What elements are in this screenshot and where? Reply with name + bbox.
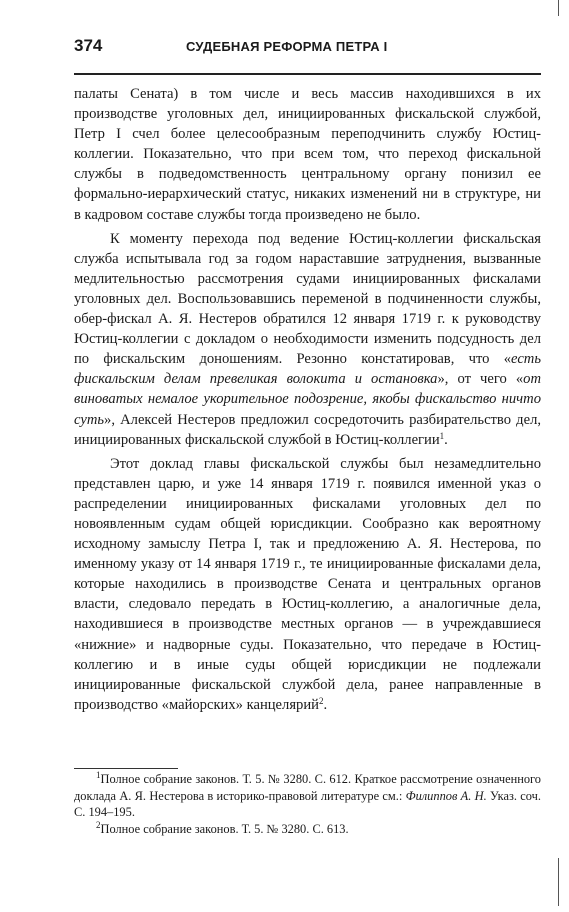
- page-header: [74, 36, 541, 60]
- quote-2: от виноватых немалое укорительное подозрение, якобы фискальство ничто суть: [74, 371, 541, 428]
- page-number: 374: [74, 36, 103, 55]
- paragraph-2-text-a: К моменту перехода под ведение Юстиц-коллегии фискальская служба испытывала год за годом нараставшие затруднения, вызванные медлительностью рассмотрения судами инициированных фискалами уголовных дел. Воспользовавшись переменой в подчиненности службы, обер-фискал А. Я. Нестеров обратился 12 января 1719 г. к руководству Юстиц-коллегии с докладом о необходимости изменить подсудность дел по фискальским доношениям. Резонно констатировав, что «: [74, 230, 541, 368]
- footnote-ref-1: 1: [439, 430, 445, 441]
- paragraph-3: [74, 454, 541, 715]
- footnote-2-text: Полное собрание законов. Т. 5. № 3280. С. 613.: [100, 821, 349, 836]
- footnote-ref-2: 2: [318, 695, 324, 706]
- paragraph-2-text-d: .: [444, 431, 448, 448]
- footnote-1-number: 1: [96, 770, 101, 780]
- footnote-2-number: 2: [96, 819, 101, 830]
- scan-edge-mark-bottom: [558, 858, 559, 906]
- paragraph-2: [74, 229, 541, 450]
- paragraph-3-text: Этот доклад главы фискальской службы был незамедлительно представлен царю, и уже 14 января 1719 г. появился именной указ о распределении инициированных фискалами уголовных дел по новоявленным судам общей юрисдикции. Сообразно как вероятному исходному замыслу Петра I, так и предложению А. Я. Нестерова, по именному указу от 14 января 1719 г., те инициированные фискалами дела, которые находились в производстве Сената и центральных органов власти, следовало передать в Юстиц-коллегию, а аналогичные дела, находившиеся в производстве местных органов — в учреждавшиеся «нижние» и надворные суды. Показательно, что передаче в Юстиц-коллегию и в иные суды общей юрисдикции не подлежали инициированные фискальской службой дела, ранее направленные в производство «майорских» канцелярий: [74, 455, 541, 713]
- footnote-1-text-b: Указ. соч. С. 194–195.: [74, 788, 541, 819]
- paragraph-2-text-c: », Алексей Нестеров предложил сосредоточить разбирательство дел, инициированных фискальской службой в Юстиц-коллегии: [74, 411, 541, 448]
- footnote-2: [74, 821, 541, 838]
- quote-1: есть фискальским делам превеликая волокита и остановка: [74, 351, 541, 388]
- paragraph-3-end: .: [323, 696, 328, 713]
- running-title: СУДЕБНАЯ РЕФОРМА ПЕТРА I: [186, 39, 388, 54]
- footnotes: [74, 771, 541, 837]
- footnote-rule: [74, 768, 178, 769]
- paragraph-2-text-b: », от чего «: [437, 371, 524, 388]
- footnote-1-author: Филиппов А. Н.: [405, 788, 487, 803]
- footnote-1: [74, 771, 541, 821]
- footnote-1-text-a: Полное собрание законов. Т. 5. № 3280. С. 612. Краткое рассмотрение означенного доклада А. Я. Нестерова в историко-правовой литературе см.:: [74, 772, 541, 803]
- paragraph-1: палаты Сената) в том числе и весь массив находившихся в их производстве уголовных дел, инициированных фискальской службой, Петр I счел более целесообразным переподчинить службу Юстиц-коллегии. Показательно, что при всем том, что переход фискальной службы в подведомственность центральному органу понизил ее формально-иерархический статус, никаких изменений ни в структуре, ни в кадровом составе службы тогда произведено не было.: [74, 86, 541, 223]
- main-text: [74, 84, 541, 715]
- scan-edge-mark-top: [558, 0, 559, 16]
- header-rule: [74, 73, 541, 75]
